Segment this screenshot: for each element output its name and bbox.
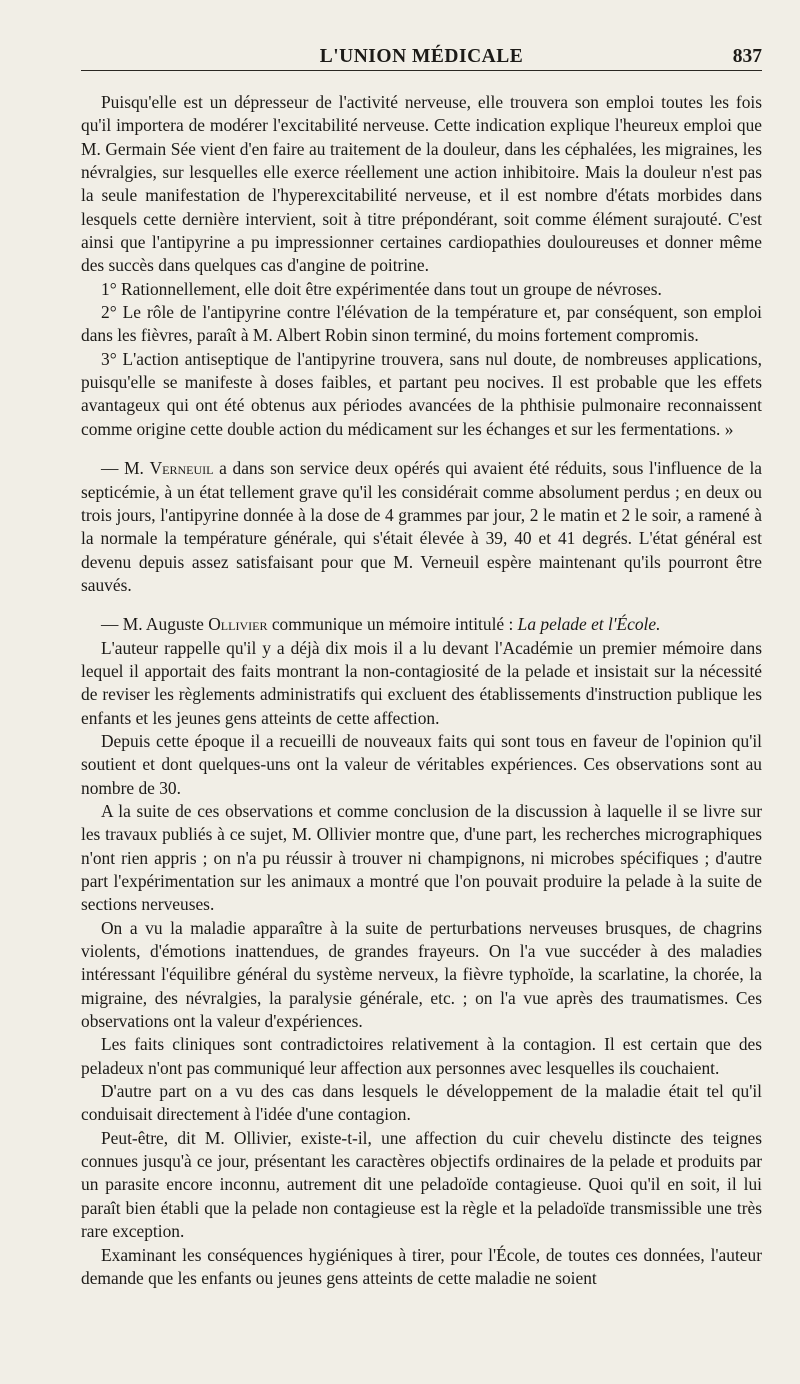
paragraph-peladoide: Peut-être, dit M. Ollivier, existe-t-il, une affection du cuir chevelu distincte des teignes connues jusqu'à ce jour, présentant les caractères objectifs ordinaires de la pelade et produits par un parasite encore inconnu, autrement dit une peladoïde contagieuse. Quoi qu'il en soit, il lui paraît bien établi que la pelade non contagieuse est la règle et la peladoïde transmissible une très rare exception. <box>81 1127 762 1242</box>
page-number: 837 <box>732 46 762 67</box>
paragraph-point-1: 1° Rationnellement, elle doit être expérimentée dans tout un groupe de névroses. <box>101 278 662 299</box>
paragraph-verneuil <box>81 457 762 597</box>
paragraph-contagion: D'autre part on a vu des cas dans lesquels le développement de la maladie était tel qu'il conduisait directement à l'idée d'une contagion. <box>81 1081 762 1125</box>
article-body <box>81 91 762 1290</box>
memoir-title: La pelade et l'École. <box>517 614 661 635</box>
paragraph-nouveaux-faits: Depuis cette époque il a recueilli de nouveaux faits qui sont tous en faveur de l'opinion qu'il soutient et dont quelques-uns ont la valeur de véritables expériences. Ces observations sont au nombre de 30. <box>81 730 762 798</box>
journal-title: L'UNION MÉDICALE <box>319 46 524 67</box>
paragraph-faits-cliniques: Les faits cliniques sont contradictoires relativement à la contagion. Il est certain que des peladeux n'ont pas communiqué leur affection aux personnes avec lesquelles ils couchaient. <box>81 1034 762 1078</box>
verneuil-prefix: — M. <box>101 458 150 479</box>
ollivier-prefix: — M. Auguste <box>101 614 209 635</box>
author-name-verneuil: Verneuil <box>149 458 214 479</box>
paragraph-premier-memoire: L'auteur rappelle qu'il y a déjà dix mois il a lu devant l'Académie un premier mémoire dans lequel il apportait des faits montrant la non-contagiosité de la pelade et insistait sur la nécessité de reviser les règlements administratifs qui excluent des établissements d'instruction publique les enfants et les jeunes gens atteints de cette affection. <box>81 637 762 728</box>
paragraph-point-2: 2° Le rôle de l'antipyrine contre l'élévation de la température et, par conséquent, son emploi dans les fièvres, paraît à M. Albert Robin sinon terminé, du moins fortement compromis. <box>81 302 762 346</box>
paragraph-ollivier-intro <box>81 613 762 636</box>
paragraph-consequences: Examinant les conséquences hygiéniques à tirer, pour l'École, de toutes ces données, l'auteur demande que les enfants ou jeunes gens atteints de cette maladie ne soient <box>81 1244 762 1288</box>
paragraph-antipyrine-nerveuse: Puisqu'elle est un dépresseur de l'activité nerveuse, elle trouvera son emploi toutes les fois qu'il importera de modérer l'excitabilité nerveuse. Cette indication explique l'heureux emploi que M. Germain Sée vient d'en faire au traitement de la douleur, dans les céphalées, les migraines, les névralgies, sur lesquelles elle exerce réellement une action inhibitoire. Mais la douleur n'est pas la seule manifestation de l'hyperexcitabilité nerveuse, et il est nombre d'états morbides dans lesquels cette dernière intervient, soit à titre prépondérant, soit comme élément surajouté. C'est ainsi que l'antipyrine a pu impressionner certaines cardiopathies douloureuses et donner même des succès dans quelques cas d'angine de poitrine. <box>81 92 762 276</box>
paragraph-point-3: 3° L'action antiseptique de l'antipyrine trouvera, sans nul doute, de nombreuses applications, puisqu'elle se manifeste à doses faibles, et partant peu nocives. Il est probable que les effets avantageux qui ont été obtenus aux périodes avancées de la phthisie pulmonaire reconnaissent comme origine cette double action du médicament sur les échanges et sur les fermentations. » <box>81 348 762 439</box>
ollivier-intro-text: communique un mémoire intitulé : <box>267 614 518 635</box>
verneuil-text: a dans son service deux opérés qui avaient été réduits, sous l'influence de la septicémie, à un état tellement grave qu'il les considérait comme absolument perdus ; en deux ou trois jours, l'antipyrine donnée à la dose de 4 grammes par jour, 2 le matin et 2 le soir, a ramené à la normale la température générale, qui s'était élevée à 39, 40 et 41 degrés. L'état général est devenu depuis assez satisfaisant pour que M. Verneuil espère maintenant qu'ils pourront être sauvés. <box>81 458 762 595</box>
paragraph-conclusion: A la suite de ces observations et comme conclusion de la discussion à laquelle il se livre sur les travaux publiés à ce sujet, M. Ollivier montre que, d'une part, les recherches micrographiques n'ont rien appris ; on n'a pu réussir à trouver ni champignons, ni microbes spécifiques ; d'autre part l'expérimentation sur les animaux a montré que l'on pouvait produire la pelade à la suite de sections nerveuses. <box>81 800 762 915</box>
page-header <box>81 44 762 71</box>
author-name-ollivier: Ollivier <box>208 614 268 635</box>
paragraph-perturbations: On a vu la maladie apparaître à la suite de perturbations nerveuses brusques, de chagrins violents, d'émotions inattendues, de grandes frayeurs. On l'a vue succéder à des maladies intéressant l'équilibre général du système nerveux, la fièvre typhoïde, la scarlatine, la chorée, la migraine, des névralgies, la paralysie générale, etc. ; on l'a vue après des traumatismes. Ces observations ont la valeur d'expériences. <box>81 917 762 1032</box>
